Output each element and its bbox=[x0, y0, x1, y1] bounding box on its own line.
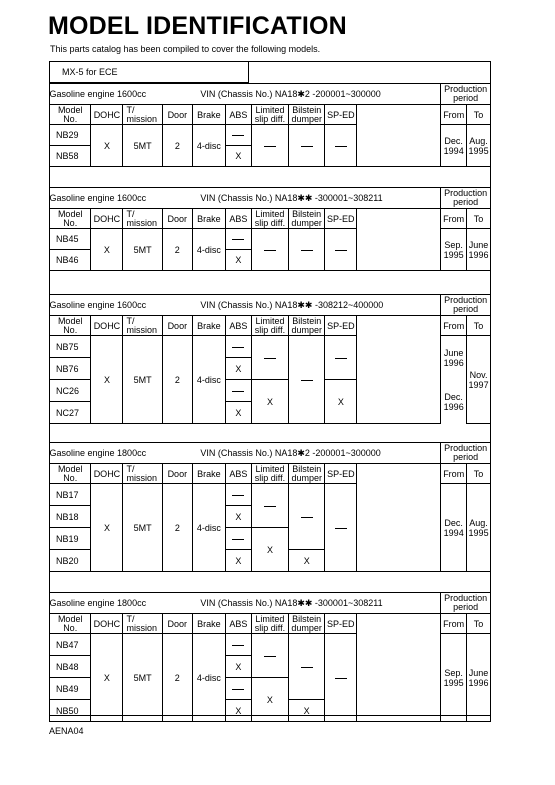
dash-mark bbox=[264, 358, 276, 359]
brake-header: Brake bbox=[192, 614, 225, 634]
model-number: NB45 bbox=[50, 229, 91, 250]
limited-slip-value: X bbox=[251, 528, 288, 572]
blank-cell bbox=[357, 464, 441, 484]
door-value: 2 bbox=[162, 336, 192, 424]
model-number: NB29 bbox=[50, 125, 91, 146]
to-header: To bbox=[467, 464, 491, 484]
dash-mark bbox=[335, 678, 347, 679]
brake-header: Brake bbox=[192, 209, 225, 229]
tmission-value: 5MT bbox=[123, 125, 162, 167]
dohc-header: DOHC bbox=[91, 105, 123, 125]
model-number: NB17 bbox=[50, 484, 91, 506]
engine-label: Gasoline engine 1600cc bbox=[50, 188, 193, 209]
dohc-header: DOHC bbox=[91, 614, 123, 634]
sp-ed-header: SP-ED bbox=[325, 209, 357, 229]
bilstein-header: Bilstein dumper bbox=[289, 614, 325, 634]
vin-range: VIN (Chassis No.) NA18✱✱ -300001~308211 bbox=[192, 188, 440, 209]
model-number: NC26 bbox=[50, 380, 91, 402]
abs-header: ABS bbox=[225, 464, 251, 484]
bilstein-value bbox=[289, 336, 325, 424]
dash-mark bbox=[232, 689, 244, 690]
abs-value: X bbox=[225, 402, 251, 424]
sp-ed-header: SP-ED bbox=[325, 316, 357, 336]
abs-header: ABS bbox=[225, 105, 251, 125]
brake-value: 4-disc bbox=[192, 125, 225, 167]
engine-section bbox=[49, 187, 491, 271]
dohc-header: DOHC bbox=[91, 316, 123, 336]
to-value: June 1996 bbox=[467, 634, 491, 722]
abs-value: X bbox=[225, 506, 251, 528]
abs-value: X bbox=[225, 146, 251, 167]
page-title: MODEL IDENTIFICATION bbox=[48, 12, 347, 40]
blank-cell bbox=[357, 229, 441, 271]
sp-ed-header: SP-ED bbox=[325, 464, 357, 484]
footer-code: AENA04 bbox=[49, 726, 84, 736]
abs-value bbox=[225, 380, 251, 402]
brake-value: 4-disc bbox=[192, 484, 225, 572]
engine-label: Gasoline engine 1600cc bbox=[50, 295, 193, 316]
abs-value bbox=[225, 678, 251, 700]
engine-section bbox=[49, 294, 491, 424]
dohc-header: DOHC bbox=[91, 464, 123, 484]
model-no-header: Model No. bbox=[50, 209, 91, 229]
model-number: NB50 bbox=[50, 700, 91, 722]
model-number: NB46 bbox=[50, 250, 91, 271]
sp-ed-value bbox=[325, 336, 357, 380]
dohc-value: X bbox=[91, 634, 123, 722]
dash-mark bbox=[301, 517, 313, 518]
sp-ed-value bbox=[325, 484, 357, 572]
dash-mark bbox=[301, 146, 313, 147]
tmission-value: 5MT bbox=[123, 484, 162, 572]
brake-value: 4-disc bbox=[192, 634, 225, 722]
model-no-header: Model No. bbox=[50, 105, 91, 125]
dash-mark bbox=[232, 239, 244, 240]
dash-mark bbox=[301, 380, 313, 381]
to-value: Aug. 1995 bbox=[467, 484, 491, 572]
tmission-value: 5MT bbox=[123, 336, 162, 424]
door-value: 2 bbox=[162, 484, 192, 572]
dash-mark bbox=[232, 539, 244, 540]
door-header: Door bbox=[162, 209, 192, 229]
dohc-value: X bbox=[91, 229, 123, 271]
dash-mark bbox=[264, 656, 276, 657]
door-value: 2 bbox=[162, 125, 192, 167]
limited-slip-value bbox=[251, 229, 288, 271]
model-number: NB75 bbox=[50, 336, 91, 358]
limited-slip-value bbox=[251, 336, 288, 380]
dash-mark bbox=[335, 250, 347, 251]
engine-label: Gasoline engine 1800cc bbox=[50, 593, 193, 614]
to-header: To bbox=[467, 614, 491, 634]
model-number: NB47 bbox=[50, 634, 91, 656]
brake-value: 4-disc bbox=[192, 336, 225, 424]
door-value: 2 bbox=[162, 229, 192, 271]
from-value: Dec. 1996 bbox=[441, 380, 467, 424]
abs-value bbox=[225, 336, 251, 358]
abs-value: X bbox=[225, 656, 251, 678]
to-value: June 1996 bbox=[467, 229, 491, 271]
abs-value: X bbox=[225, 550, 251, 572]
model-number: NB18 bbox=[50, 506, 91, 528]
model-no-header: Model No. bbox=[50, 464, 91, 484]
blank-cell bbox=[357, 125, 441, 167]
blank-cell bbox=[357, 614, 441, 634]
sp-ed-header: SP-ED bbox=[325, 614, 357, 634]
model-number: NB76 bbox=[50, 358, 91, 380]
tmission-header: T/ mission bbox=[123, 105, 162, 125]
dash-mark bbox=[335, 528, 347, 529]
abs-value bbox=[225, 484, 251, 506]
bilstein-value bbox=[289, 634, 325, 700]
blank-cell bbox=[357, 105, 441, 125]
dash-mark bbox=[232, 135, 244, 136]
engine-label: Gasoline engine 1800cc bbox=[50, 443, 193, 464]
from-header: From bbox=[441, 464, 467, 484]
bilstein-header: Bilstein dumper bbox=[289, 316, 325, 336]
model-number: NB19 bbox=[50, 528, 91, 550]
dash-mark bbox=[301, 250, 313, 251]
sp-ed-value bbox=[325, 229, 357, 271]
from-header: From bbox=[441, 316, 467, 336]
abs-value bbox=[225, 229, 251, 250]
blank-cell bbox=[357, 484, 441, 572]
from-value: Dec. 1994 bbox=[441, 484, 467, 572]
abs-header: ABS bbox=[225, 614, 251, 634]
bilstein-header: Bilstein dumper bbox=[289, 464, 325, 484]
blank-cell bbox=[357, 209, 441, 229]
from-value: Dec. 1994 bbox=[441, 125, 467, 167]
tmission-value: 5MT bbox=[123, 634, 162, 722]
vin-range: VIN (Chassis No.) NA18✱✱ -308212~400000 bbox=[192, 295, 440, 316]
vin-range: VIN (Chassis No.) NA18✱2 -200001~300000 bbox=[192, 443, 440, 464]
tmission-header: T/ mission bbox=[123, 316, 162, 336]
dash-mark bbox=[264, 250, 276, 251]
limited-slip-value: X bbox=[251, 380, 288, 424]
brake-header: Brake bbox=[192, 105, 225, 125]
door-value: 2 bbox=[162, 634, 192, 722]
sp-ed-value: X bbox=[325, 380, 357, 424]
engine-section bbox=[49, 442, 491, 572]
dash-mark bbox=[335, 358, 347, 359]
sp-ed-value bbox=[325, 125, 357, 167]
abs-value bbox=[225, 528, 251, 550]
from-header: From bbox=[441, 105, 467, 125]
limited-slip-header: Limited slip diff. bbox=[251, 105, 288, 125]
abs-value bbox=[225, 125, 251, 146]
dash-mark bbox=[264, 146, 276, 147]
bilstein-header: Bilstein dumper bbox=[289, 105, 325, 125]
model-number: NC27 bbox=[50, 402, 91, 424]
dash-mark bbox=[301, 667, 313, 668]
from-value: Sep. 1995 bbox=[441, 634, 467, 722]
tmission-value: 5MT bbox=[123, 229, 162, 271]
dash-mark bbox=[232, 645, 244, 646]
door-header: Door bbox=[162, 614, 192, 634]
model-number: NB20 bbox=[50, 550, 91, 572]
limited-slip-header: Limited slip diff. bbox=[251, 316, 288, 336]
from-header: From bbox=[441, 209, 467, 229]
sp-ed-value bbox=[325, 634, 357, 722]
dash-mark bbox=[264, 506, 276, 507]
door-header: Door bbox=[162, 464, 192, 484]
bilstein-value bbox=[289, 125, 325, 167]
dohc-header: DOHC bbox=[91, 209, 123, 229]
sp-ed-header: SP-ED bbox=[325, 105, 357, 125]
abs-value bbox=[225, 634, 251, 656]
bilstein-value: X bbox=[289, 700, 325, 722]
blank-cell bbox=[357, 336, 441, 424]
door-header: Door bbox=[162, 105, 192, 125]
production-period-header: Production period bbox=[441, 295, 491, 316]
to-header: To bbox=[467, 316, 491, 336]
tmission-header: T/ mission bbox=[123, 209, 162, 229]
bilstein-value bbox=[289, 484, 325, 550]
to-header: To bbox=[467, 105, 491, 125]
production-period-header: Production period bbox=[441, 443, 491, 464]
door-header: Door bbox=[162, 316, 192, 336]
dohc-value: X bbox=[91, 484, 123, 572]
to-value: Aug. 1995 bbox=[467, 125, 491, 167]
abs-value: X bbox=[225, 358, 251, 380]
tmission-header: T/ mission bbox=[123, 464, 162, 484]
model-no-header: Model No. bbox=[50, 316, 91, 336]
from-header: From bbox=[441, 614, 467, 634]
dohc-value: X bbox=[91, 125, 123, 167]
dash-mark bbox=[232, 347, 244, 348]
model-number: NB49 bbox=[50, 678, 91, 700]
limited-slip-value bbox=[251, 484, 288, 528]
dash-mark bbox=[335, 146, 347, 147]
brake-header: Brake bbox=[192, 316, 225, 336]
abs-header: ABS bbox=[225, 209, 251, 229]
brake-value: 4-disc bbox=[192, 229, 225, 271]
bilstein-header: Bilstein dumper bbox=[289, 209, 325, 229]
abs-value: X bbox=[225, 700, 251, 722]
production-period-header: Production period bbox=[441, 593, 491, 614]
engine-section bbox=[49, 83, 491, 167]
production-period-header: Production period bbox=[441, 188, 491, 209]
blank-cell bbox=[357, 316, 441, 336]
vin-range: VIN (Chassis No.) NA18✱✱ -300001~308211 bbox=[192, 593, 440, 614]
bilstein-value: X bbox=[289, 550, 325, 572]
engine-section bbox=[49, 592, 491, 722]
to-header: To bbox=[467, 209, 491, 229]
engine-label: Gasoline engine 1600cc bbox=[50, 84, 193, 105]
model-no-header: Model No. bbox=[50, 614, 91, 634]
limited-slip-header: Limited slip diff. bbox=[251, 209, 288, 229]
blank-cell bbox=[357, 634, 441, 722]
model-tab: MX-5 for ECE bbox=[49, 61, 249, 83]
production-period-header: Production period bbox=[441, 84, 491, 105]
limited-slip-value bbox=[251, 634, 288, 678]
dash-mark bbox=[232, 391, 244, 392]
dohc-value: X bbox=[91, 336, 123, 424]
abs-header: ABS bbox=[225, 316, 251, 336]
limited-slip-value: X bbox=[251, 678, 288, 722]
limited-slip-header: Limited slip diff. bbox=[251, 614, 288, 634]
model-number: NB48 bbox=[50, 656, 91, 678]
tmission-header: T/ mission bbox=[123, 614, 162, 634]
limited-slip-header: Limited slip diff. bbox=[251, 464, 288, 484]
brake-header: Brake bbox=[192, 464, 225, 484]
to-value: Nov. 1997 bbox=[467, 336, 491, 424]
abs-value: X bbox=[225, 250, 251, 271]
model-number: NB58 bbox=[50, 146, 91, 167]
from-value: Sep. 1995 bbox=[441, 229, 467, 271]
bilstein-value bbox=[289, 229, 325, 271]
limited-slip-value bbox=[251, 125, 288, 167]
intro-text: This parts catalog has been compiled to cover the following models. bbox=[50, 44, 321, 54]
dash-mark bbox=[232, 495, 244, 496]
from-value: June 1996 bbox=[441, 336, 467, 380]
vin-range: VIN (Chassis No.) NA18✱2 -200001~300000 bbox=[192, 84, 440, 105]
